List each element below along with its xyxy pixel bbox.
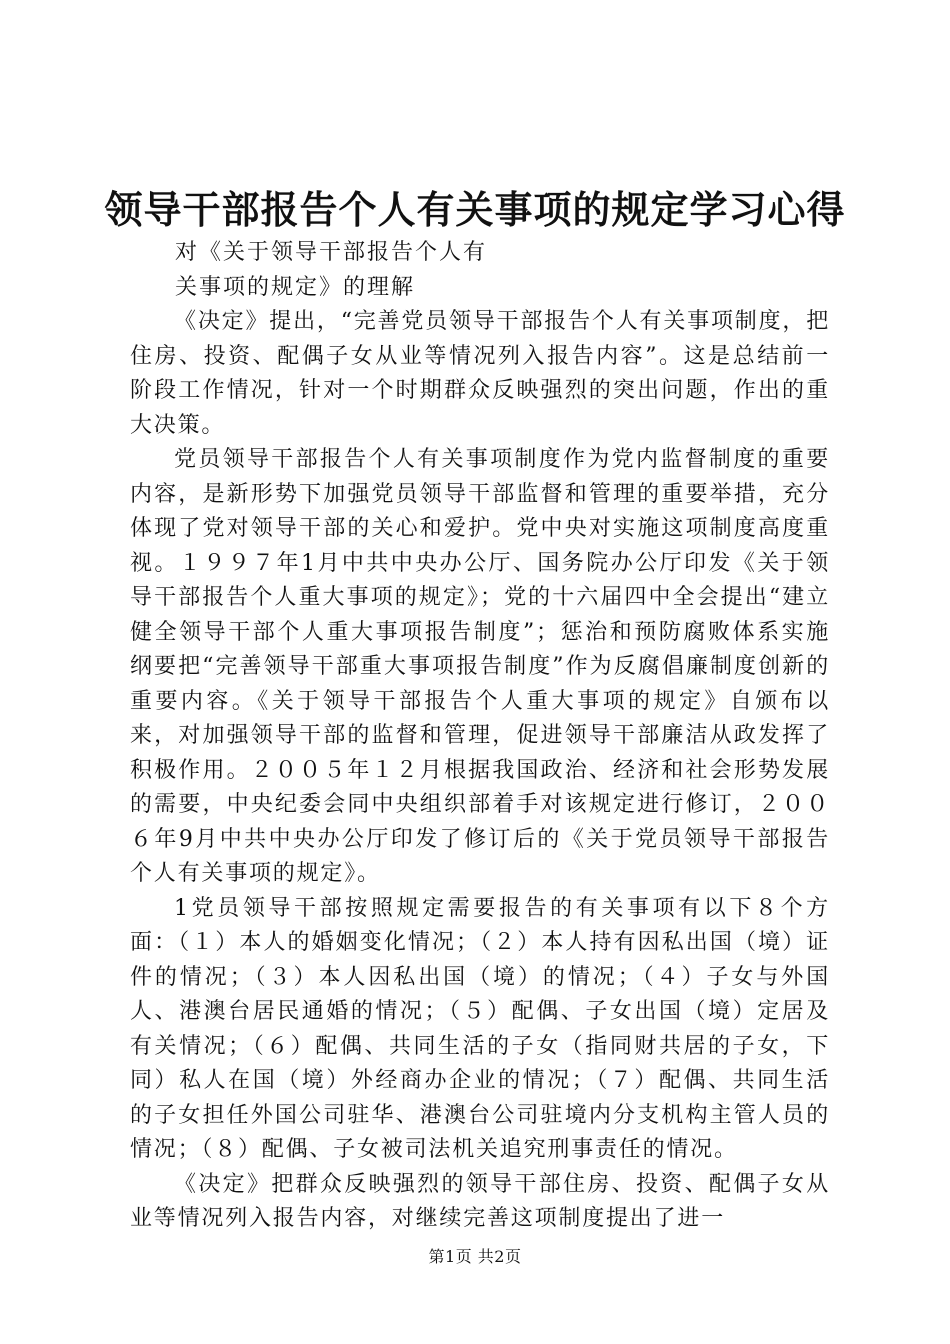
page-footer: 第1页 共2页 xyxy=(428,1247,522,1266)
subtitle-line-2: 关事项的规定》的理解 xyxy=(175,274,416,300)
paragraph-3: 1党员领导干部按照规定需要报告的有关事项有以下８个方面：（１）本人的婚姻变化情况；（２）本人持有因私出国（境）证件的情况；（３）本人因私出国（境）的情况；（４）子女与外国人、港澳台居民通婚的情况；（５）配偶、子女出国（境）定居及有关情况；（６）配偶、共同生活的子女（指同财共居的子女，下同）私人在国（境）外经商办企业的情况；（７）配偶、共同生活的子女担任外国公司驻华、港澳台公司驻境内分支机构主管人员的情况；（８）配偶、子女被司法机关追究刑事责任的情况。 xyxy=(130,895,830,1162)
subtitle-line-1: 对《关于领导干部报告个人有 xyxy=(175,240,488,265)
paragraph-2: 党员领导干部报告个人有关事项制度作为党内监督制度的重要内容，是新形势下加强党员领导干部监督和管理的重要举措，充分体现了党对领导干部的关心和爱护。党中央对实施这项制度高度重视。１９９７年1月中共中央办公厅、国务院办公厅印发《关于领导干部报告个人重大事项的规定》；党的十六届四中全会提出“建立健全领导干部个人重大事项报告制度”；惩治和预防腐败体系实施纲要把“完善领导干部重大事项报告制度”作为反腐倡廉制度创新的重要内容。《关于领导干部报告个人重大事项的规定》自颁布以来，对加强领导干部的监督和管理，促进领导干部廉洁从政发挥了积极作用。２００５年１２月根据我国政治、经济和社会形势发展的需要，中央纪委会同中央组织部着手对该规定进行修订，２００６年9月中共中央办公厅印发了修订后的《关于党员领导干部报告个人有关事项的规定》。 xyxy=(130,447,830,886)
paragraph-1: 《决定》提出，“完善党员领导干部报告个人有关事项制度，把住房、投资、配偶子女从业等情况列入报告内容”。这是总结前一阶段工作情况，针对一个时期群众反映强烈的突出问题，作出的重大决策。 xyxy=(130,309,830,438)
paragraph-4: 《决定》把群众反映强烈的领导干部住房、投资、配偶子女从业等情况列入报告内容，对继续完善这项制度提出了进一 xyxy=(130,1171,830,1231)
document-title: 领导干部报告个人有关事项的规定学习心得 xyxy=(104,187,846,232)
document-body xyxy=(130,236,830,1237)
